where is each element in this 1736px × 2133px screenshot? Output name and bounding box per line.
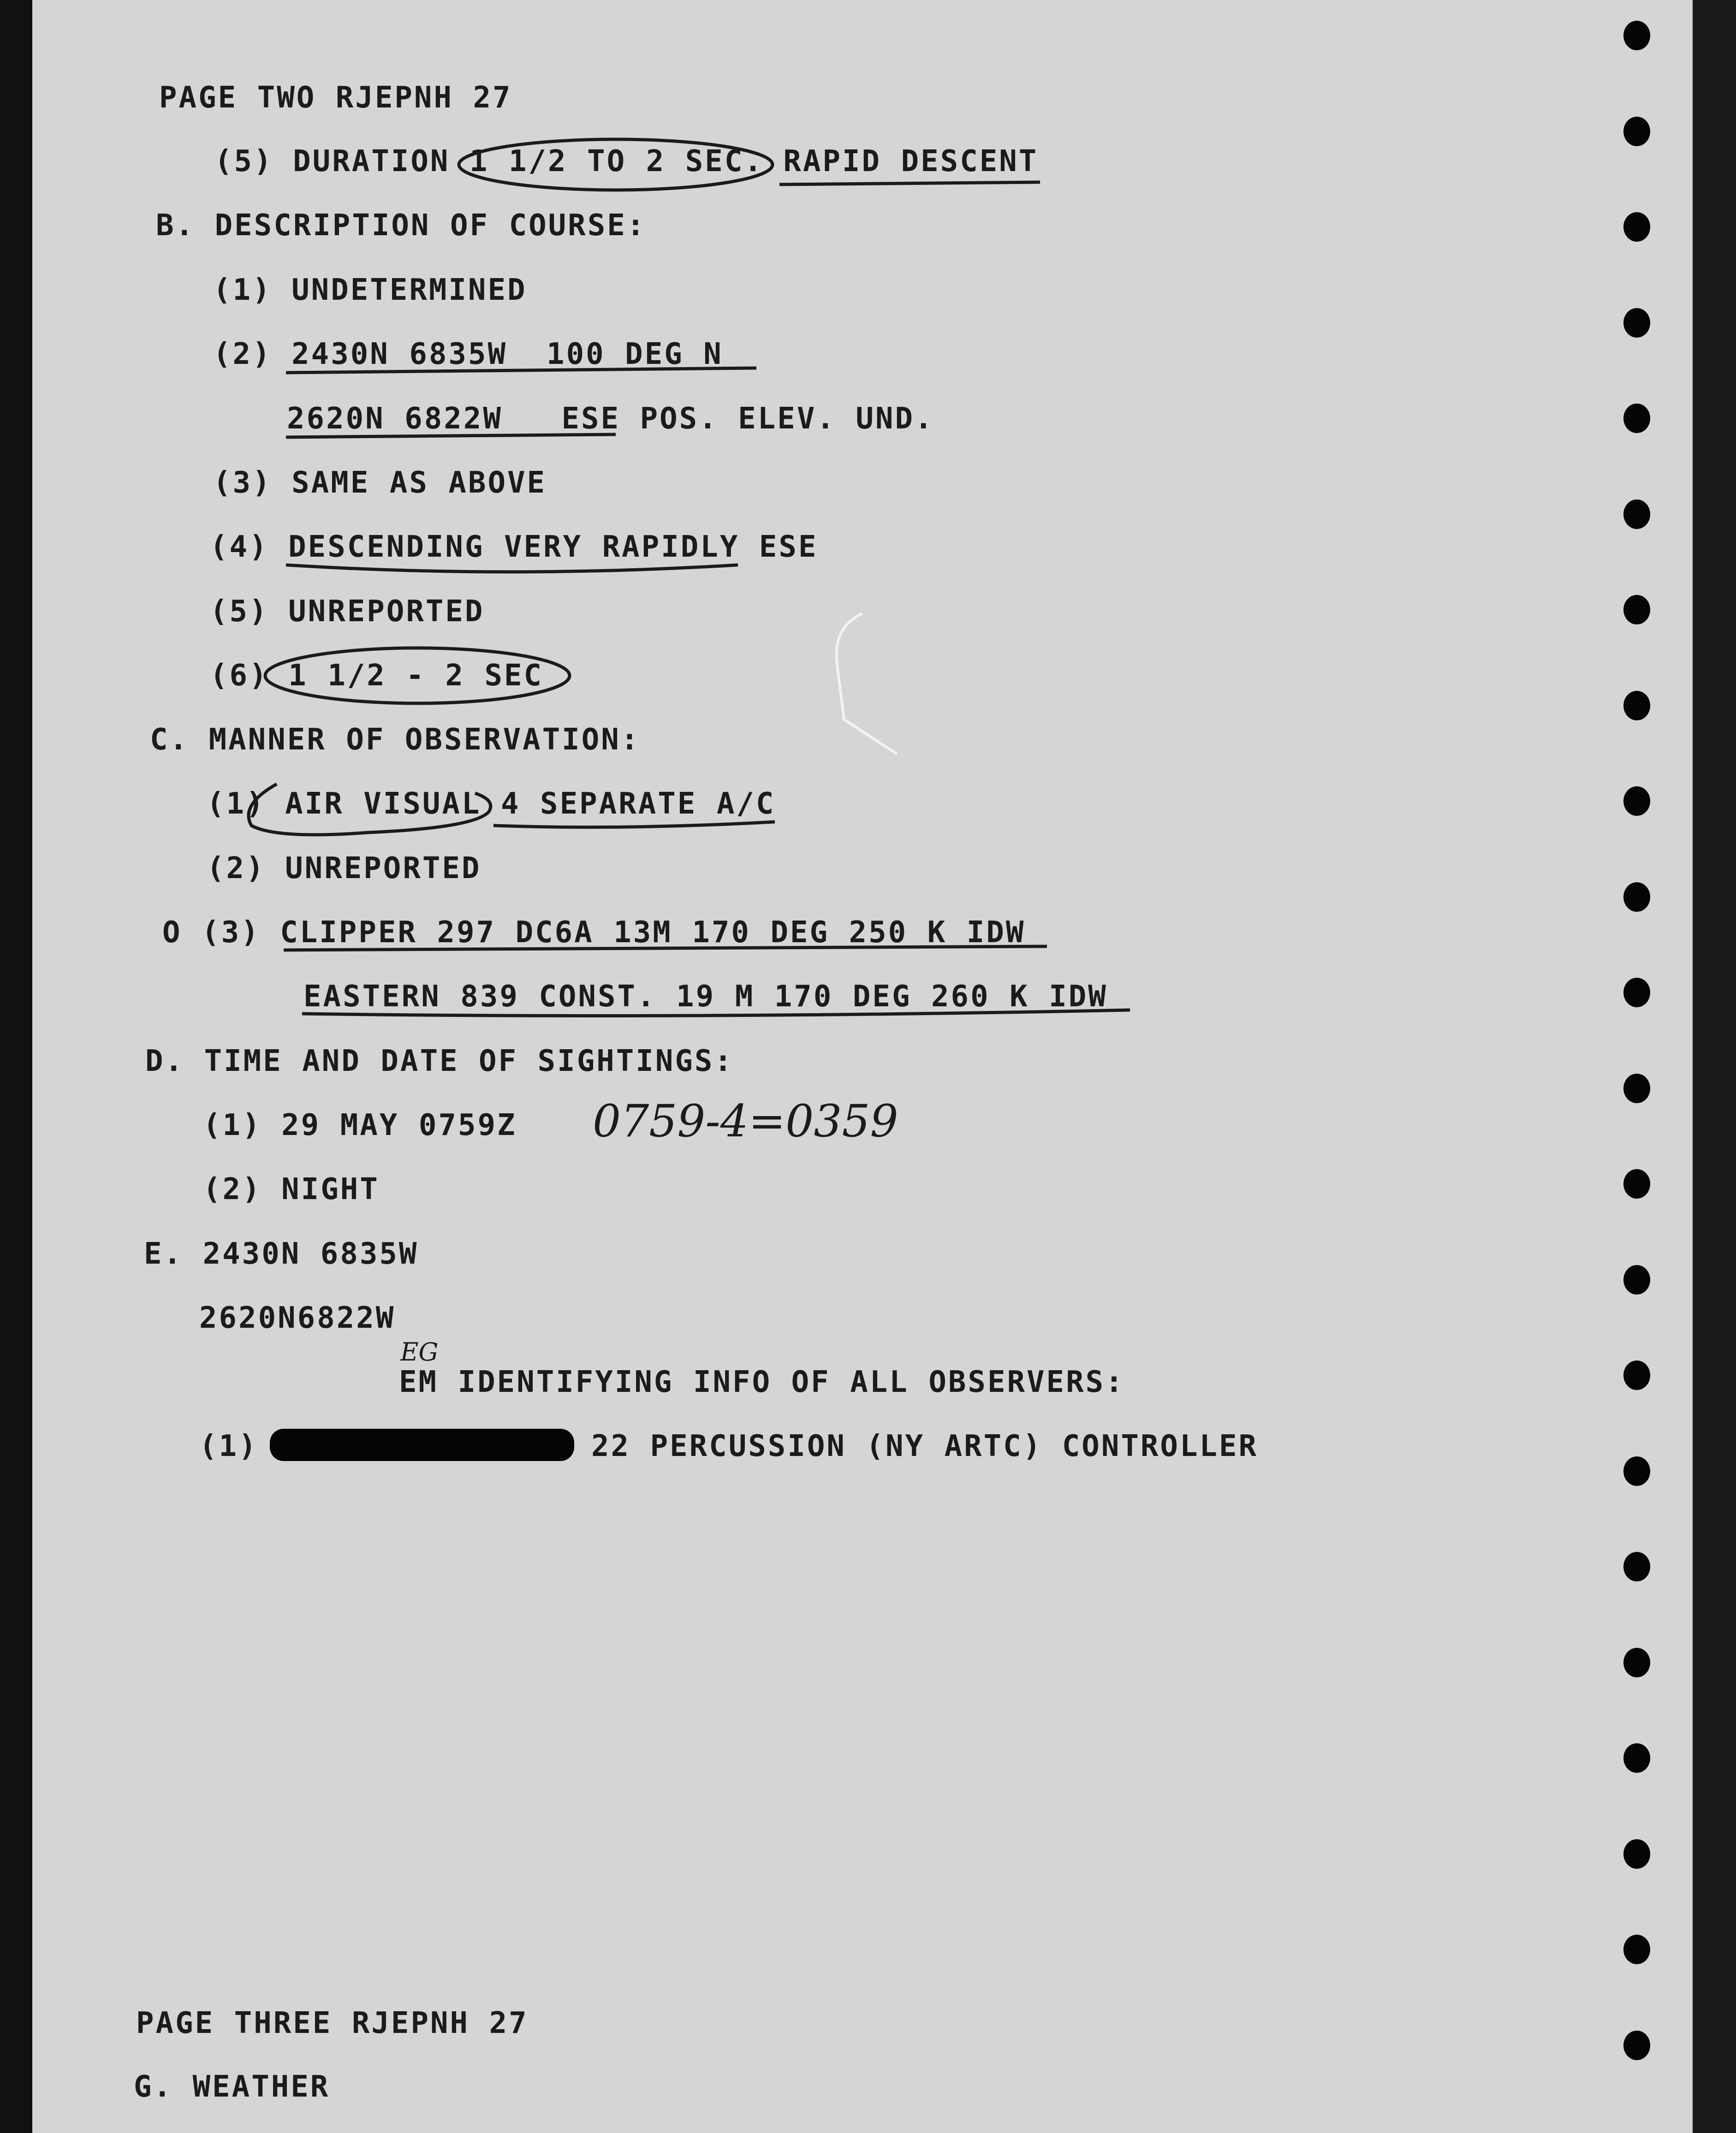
- section-b-heading: B. DESCRIPTION OF COURSE:: [156, 208, 647, 243]
- page-header: PAGE TWO RJEPNH 27: [159, 81, 512, 115]
- course-item-4: (4) DESCENDING VERY RAPIDLY ESE: [210, 530, 818, 564]
- sighting-time: (1) 29 MAY 0759Z: [203, 1108, 517, 1142]
- observation-item-2: (2) UNREPORTED: [207, 851, 482, 885]
- course-item-3: (3) SAME AS ABOVE: [213, 466, 547, 500]
- section-e-location-2: 2620N6822W: [199, 1301, 396, 1335]
- section-c-heading: C. MANNER OF OBSERVATION:: [150, 723, 641, 757]
- observation-item-1: (1) AIR VISUAL 4 SEPARATE A/C: [207, 787, 776, 821]
- handwritten-correction: EG: [400, 1337, 439, 1367]
- course-item-2: (2) 2430N 6835W 100 DEG N: [213, 337, 723, 371]
- course-item-5: (5) UNREPORTED: [210, 594, 485, 629]
- handwritten-time-calc: 0759-4=0359: [593, 1095, 898, 1147]
- observation-item-3-cont: EASTERN 839 CONST. 19 M 170 DEG 260 K IDW: [303, 980, 1108, 1014]
- section-g-heading: G. WEATHER: [134, 2070, 330, 2104]
- sighting-night: (2) NIGHT: [203, 1172, 380, 1206]
- section-e-location: E. 2430N 6835W: [144, 1237, 419, 1271]
- course-item-6: (6) 1 1/2 - 2 SEC: [210, 659, 544, 693]
- observer-item-1-text: 22 PERCUSSION (NY ARTC) CONTROLLER: [591, 1429, 1259, 1463]
- course-item-1: (1) UNDETERMINED: [213, 273, 527, 307]
- next-page-header: PAGE THREE RJEPNH 27: [136, 2006, 529, 2040]
- section-f-heading: EM IDENTIFYING INFO OF ALL OBSERVERS:: [399, 1365, 1125, 1399]
- observer-item-1-label: (1): [199, 1429, 258, 1463]
- duration-line: (5) DURATION 1 1/2 TO 2 SEC. RAPID DESCENT: [214, 144, 1039, 178]
- observation-item-3: O (3) CLIPPER 297 DC6A 13M 170 DEG 250 K IDW: [162, 915, 1026, 950]
- section-d-heading: D. TIME AND DATE OF SIGHTINGS:: [145, 1044, 734, 1078]
- course-item-2-cont: 2620N 6822W ESE POS. ELEV. UND.: [287, 402, 934, 436]
